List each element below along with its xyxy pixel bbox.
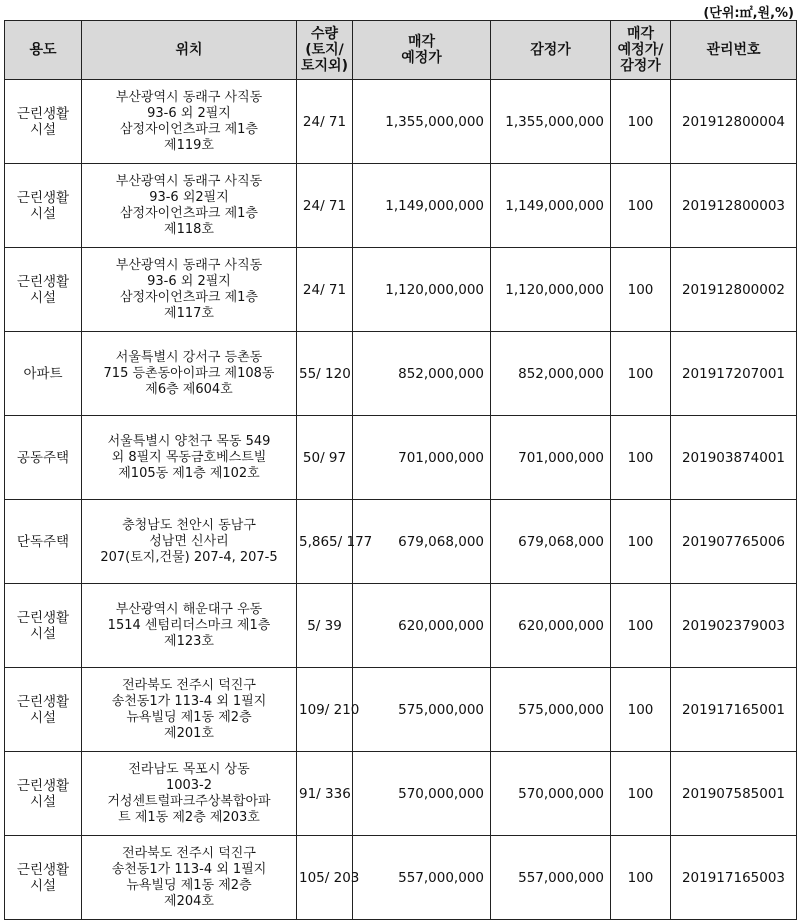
cell-location: 부산광역시 해운대구 우동 1514 센텀리더스마크 제1층 제123호: [82, 584, 297, 668]
cell-mgmt-no: 201917165003: [671, 836, 797, 920]
cell-sale-price: 620,000,000: [353, 584, 491, 668]
table-row: [5, 80, 797, 164]
cell-qty: 5/ 39: [297, 584, 353, 668]
cell-use: 아파트: [5, 332, 82, 416]
table-row: [5, 500, 797, 584]
cell-qty: 105/ 203: [297, 836, 353, 920]
header-location: 위치: [82, 21, 297, 80]
cell-appraisal: 1,149,000,000: [491, 164, 611, 248]
cell-mgmt-no: 201902379003: [671, 584, 797, 668]
cell-location: 부산광역시 동래구 사직동 93-6 외 2필지 삼정자이언츠파크 제1층 제119호: [82, 80, 297, 164]
cell-qty: 24/ 71: [297, 248, 353, 332]
table-header: [5, 21, 797, 80]
cell-mgmt-no: 201912800002: [671, 248, 797, 332]
cell-qty: 55/ 120: [297, 332, 353, 416]
cell-qty: 91/ 336: [297, 752, 353, 836]
cell-location: 전라북도 전주시 덕진구 송천동1가 113-4 외 1필지 뉴욕빌딩 제1동 제2층 제204호: [82, 836, 297, 920]
cell-use: 근린생활 시설: [5, 584, 82, 668]
cell-use: 단독주택: [5, 500, 82, 584]
cell-ratio: 100: [611, 164, 671, 248]
cell-ratio: 100: [611, 584, 671, 668]
table-row: [5, 248, 797, 332]
header-use: 용도: [5, 21, 82, 80]
cell-mgmt-no: 201917165001: [671, 668, 797, 752]
cell-sale-price: 1,355,000,000: [353, 80, 491, 164]
cell-sale-price: 575,000,000: [353, 668, 491, 752]
cell-mgmt-no: 201903874001: [671, 416, 797, 500]
cell-location: 전라남도 목포시 상동 1003-2 거성센트럴파크주상복합아파 트 제1동 제2층 제203호: [82, 752, 297, 836]
header-mgmt-no: 관리번호: [671, 21, 797, 80]
table-row: [5, 836, 797, 920]
cell-qty: 5,865/ 177: [297, 500, 353, 584]
cell-ratio: 100: [611, 836, 671, 920]
cell-qty: 24/ 71: [297, 164, 353, 248]
table-row: [5, 416, 797, 500]
cell-mgmt-no: 201907765006: [671, 500, 797, 584]
cell-location: 충청남도 천안시 동남구 성남면 신사리 207(토지,건물) 207-4, 207-5: [82, 500, 297, 584]
cell-sale-price: 852,000,000: [353, 332, 491, 416]
table-row: [5, 752, 797, 836]
header-qty: 수량 (토지/ 토지외): [297, 21, 353, 80]
cell-sale-price: 701,000,000: [353, 416, 491, 500]
cell-appraisal: 1,120,000,000: [491, 248, 611, 332]
cell-location: 서울특별시 양천구 목동 549 외 8필지 목동금호베스트빌 제105동 제1층 제102호: [82, 416, 297, 500]
cell-appraisal: 557,000,000: [491, 836, 611, 920]
cell-sale-price: 557,000,000: [353, 836, 491, 920]
cell-mgmt-no: 201917207001: [671, 332, 797, 416]
cell-ratio: 100: [611, 416, 671, 500]
cell-ratio: 100: [611, 248, 671, 332]
cell-use: 근린생활 시설: [5, 80, 82, 164]
cell-appraisal: 852,000,000: [491, 332, 611, 416]
table-row: [5, 332, 797, 416]
cell-use: 공동주택: [5, 416, 82, 500]
cell-ratio: 100: [611, 80, 671, 164]
cell-qty: 50/ 97: [297, 416, 353, 500]
cell-use: 근린생활 시설: [5, 836, 82, 920]
cell-ratio: 100: [611, 752, 671, 836]
cell-use: 근린생활 시설: [5, 164, 82, 248]
header-row: [5, 21, 797, 80]
cell-appraisal: 679,068,000: [491, 500, 611, 584]
unit-note: (단위:㎡,원,%): [703, 6, 794, 21]
cell-ratio: 100: [611, 500, 671, 584]
table-body: [5, 80, 797, 920]
table-row: [5, 584, 797, 668]
header-ratio: 매각 예정가/ 감정가: [611, 21, 671, 80]
cell-sale-price: 1,120,000,000: [353, 248, 491, 332]
property-listing-table: [4, 20, 797, 920]
cell-appraisal: 570,000,000: [491, 752, 611, 836]
cell-appraisal: 701,000,000: [491, 416, 611, 500]
cell-ratio: 100: [611, 668, 671, 752]
cell-sale-price: 1,149,000,000: [353, 164, 491, 248]
cell-use: 근린생활 시설: [5, 248, 82, 332]
cell-qty: 109/ 210: [297, 668, 353, 752]
table-row: [5, 668, 797, 752]
cell-sale-price: 679,068,000: [353, 500, 491, 584]
cell-location: 부산광역시 동래구 사직동 93-6 외 2필지 삼정자이언츠파크 제1층 제117호: [82, 248, 297, 332]
cell-location: 전라북도 전주시 덕진구 송천동1가 113-4 외 1필지 뉴욕빌딩 제1동 제2층 제201호: [82, 668, 297, 752]
cell-appraisal: 620,000,000: [491, 584, 611, 668]
cell-ratio: 100: [611, 332, 671, 416]
cell-location: 부산광역시 동래구 사직동 93-6 외2필지 삼정자이언츠파크 제1층 제118호: [82, 164, 297, 248]
cell-appraisal: 1,355,000,000: [491, 80, 611, 164]
header-sale-price: 매각 예정가: [353, 21, 491, 80]
header-appraisal: 감정가: [491, 21, 611, 80]
cell-appraisal: 575,000,000: [491, 668, 611, 752]
table-row: [5, 164, 797, 248]
cell-mgmt-no: 201912800004: [671, 80, 797, 164]
cell-qty: 24/ 71: [297, 80, 353, 164]
cell-location: 서울특별시 강서구 등촌동 715 등촌동아이파크 제108동 제6층 제604호: [82, 332, 297, 416]
cell-sale-price: 570,000,000: [353, 752, 491, 836]
cell-use: 근린생활 시설: [5, 668, 82, 752]
cell-mgmt-no: 201907585001: [671, 752, 797, 836]
cell-use: 근린생활 시설: [5, 752, 82, 836]
cell-mgmt-no: 201912800003: [671, 164, 797, 248]
